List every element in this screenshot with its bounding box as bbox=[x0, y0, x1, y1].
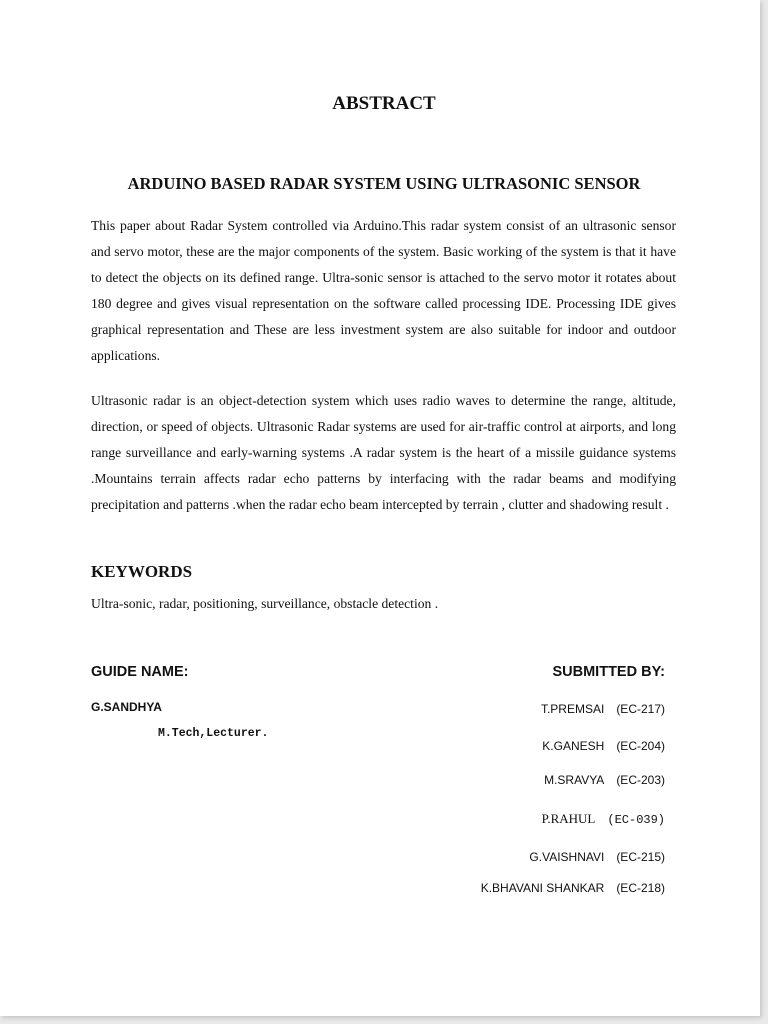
member-roll: (EC-203) bbox=[616, 773, 665, 787]
member-roll: (EC-039) bbox=[607, 813, 665, 827]
team-member bbox=[544, 773, 665, 787]
member-name: G.VAISHNAVI bbox=[529, 850, 605, 864]
member-name: K.GANESH bbox=[542, 739, 605, 753]
keywords-text: Ultra-sonic, radar, positioning, surveillance, obstacle detection . bbox=[91, 596, 439, 611]
abstract-heading: ABSTRACT bbox=[332, 93, 436, 114]
guide-name-heading: GUIDE NAME: bbox=[91, 664, 189, 680]
team-member bbox=[529, 850, 665, 864]
submitted-by-heading: SUBMITTED BY: bbox=[552, 664, 665, 680]
member-roll: (EC-217) bbox=[616, 702, 665, 716]
member-roll: (EC-215) bbox=[616, 850, 665, 864]
keywords-heading: KEYWORDS bbox=[91, 562, 193, 581]
team-member bbox=[481, 881, 665, 895]
abstract-paragraph-1: This paper about Radar System controlled via Arduino.This radar system consist of an ultrasonic sensor and servo motor, these are the major components of the system. Basic working of the system is that it have to detect the objects on its defined range. Ultra-sonic sensor is attached to the servo motor it rotates about 180 degree and gives visual representation on the software called processing IDE. Processing IDE gives graphical representation and These are less investment system are also suitable for indoor and outdoor applications. bbox=[91, 218, 676, 363]
member-name: M.SRAVYA bbox=[544, 773, 605, 787]
member-name: K.BHAVANI SHANKAR bbox=[480, 881, 605, 895]
team-member bbox=[541, 702, 665, 716]
member-roll: (EC-218) bbox=[616, 881, 665, 895]
member-roll: (EC-204) bbox=[616, 739, 665, 753]
guide-name: G.SANDHYA bbox=[91, 700, 162, 714]
paper-title: ARDUINO BASED RADAR SYSTEM USING ULTRASONIC SENSOR bbox=[127, 174, 641, 193]
member-name: P.RAHUL bbox=[541, 811, 596, 826]
abstract-paragraph-2: Ultrasonic radar is an object-detection system which uses radio waves to determine the range, altitude, direction, or speed of objects. Ultrasonic Radar systems are used for air-traffic control at airports, and long range surveillance and early-warning systems .A radar system is the heart of a missile guidance systems .Mountains terrain affects radar echo patterns by interfacing with the radar beams and modifying precipitation and patterns .when the radar echo beam intercepted by terrain , clutter and shadowing result . bbox=[91, 393, 676, 512]
guide-designation: M.Tech,Lecturer. bbox=[158, 727, 269, 740]
team-member bbox=[542, 739, 665, 753]
member-name: T.PREMSAI bbox=[540, 702, 605, 716]
team-member bbox=[542, 811, 665, 827]
